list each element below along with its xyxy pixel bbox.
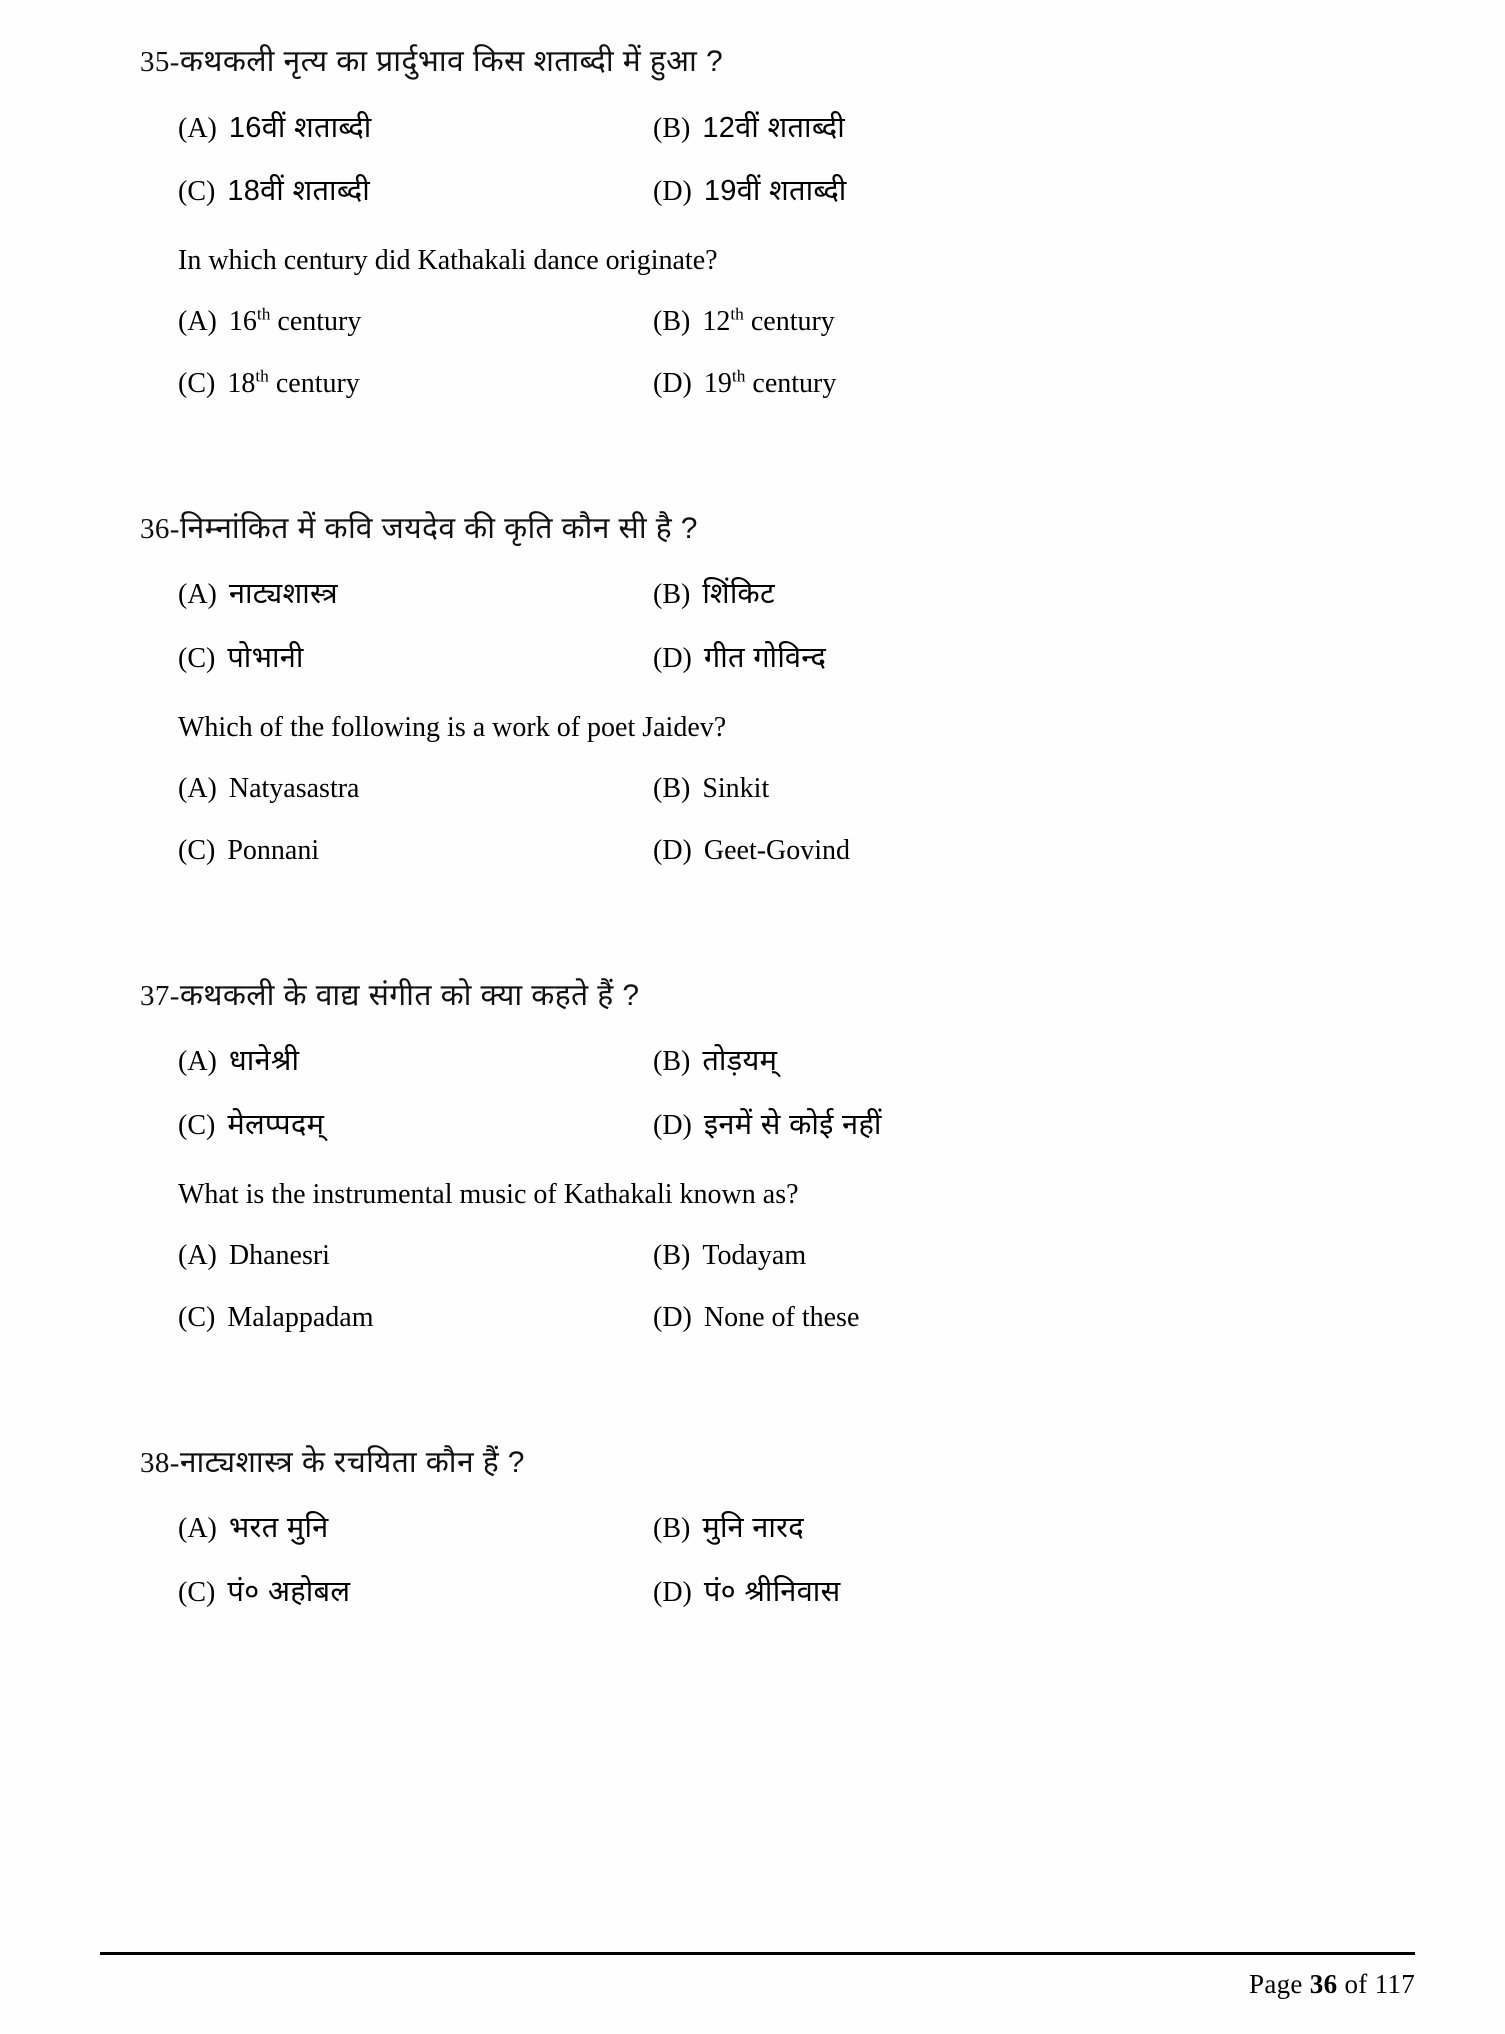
option-label: शिंकिट [702,578,775,611]
option-key: (C) [178,1109,216,1141]
footer-total-pages: 117 [1374,1969,1415,1999]
ordinal-suffix: th [256,304,271,324]
option-label: 16th century [228,304,362,338]
option-key: (C) [178,368,216,400]
question-36-stem-text-hindi: निम्नांकित में कवि जयदेव की कृति कौन सी है ? [179,511,698,545]
option-37-hi-d[interactable] [653,1107,1123,1145]
option-37-en-a[interactable] [178,1238,653,1274]
section-spacer [140,1383,1365,1441]
option-key: (D) [653,643,692,675]
option-label: 12th century [702,304,835,338]
option-35-en-b[interactable] [653,304,1123,340]
option-key: (B) [653,1513,691,1545]
option-key: (D) [653,1109,692,1141]
question-38-number: 38- [140,1446,180,1479]
option-label: Ponnani [227,835,320,867]
question-36-options-english [178,771,1365,870]
option-row [178,1043,1365,1081]
ordinal-suffix: th [255,367,269,387]
option-row [178,833,1365,869]
option-37-en-d[interactable] [653,1300,1123,1336]
option-label: 12वीं शताब्दी [702,111,846,144]
option-38-hi-d[interactable] [653,1574,1123,1612]
option-label: इनमें से कोई नहीं [703,1108,882,1141]
question-35-number: 35- [140,46,180,78]
question-35-stem-text-hindi: कथकली नृत्य का प्रार्दुभाव किस शताब्दी में हुआ ? [179,45,724,78]
option-key: (A) [178,306,217,338]
option-label: 19वीं शताब्दी [703,175,847,208]
option-label: 16वीं शताब्दी [228,111,372,144]
question-35-stem-hindi [140,40,1365,84]
option-key: (B) [653,579,691,611]
option-key: (D) [653,835,692,867]
option-36-en-a[interactable] [178,771,653,807]
option-label: गीत गोविन्द [703,642,827,675]
question-38-stem-text-hindi: नाट्यशास्त्र के रचयिता कौन हैं ? [179,1445,525,1479]
option-key: (B) [653,1239,691,1271]
option-label: मेलप्पदम् [227,1108,325,1141]
option-label: Malappadam [227,1302,374,1334]
question-35-stem-english: In which century did Kathakali dance originate? [178,244,718,276]
option-label: Geet-Govind [703,835,851,867]
page-indicator [100,1969,1415,2000]
option-key: (C) [178,643,216,675]
option-36-hi-d[interactable] [653,640,1123,678]
option-row [178,1574,1365,1612]
question-36-number: 36- [140,512,180,545]
option-key: (B) [653,772,691,804]
option-key: (B) [653,306,691,338]
question-37-number: 37- [140,979,180,1012]
option-row [178,173,1365,211]
option-key: (C) [178,176,216,208]
option-row [178,1238,1365,1274]
option-label: तोड़यम् [702,1045,778,1078]
question-block-35 [140,40,1365,403]
option-36-en-d[interactable] [653,833,1123,869]
option-key: (B) [653,112,691,144]
option-key: (C) [178,835,216,867]
option-label: पं० श्रीनिवास [703,1575,841,1608]
section-spacer [140,916,1365,974]
option-label: Sinkit [702,772,770,804]
option-35-en-a[interactable] [178,304,653,340]
option-label: धानेश्री [228,1045,300,1078]
option-label: 18वीं शताब्दी [227,175,371,208]
questions-container [140,40,1365,1657]
question-36-stem-hindi [140,507,1365,551]
option-label: भरत मुनि [228,1512,329,1545]
option-row [178,110,1365,148]
option-37-en-c[interactable] [178,1300,653,1336]
option-key: (A) [178,772,217,804]
option-36-hi-a[interactable] [178,576,653,614]
option-key: (A) [178,112,217,144]
page-footer [100,1952,1415,2000]
option-key: (D) [653,368,692,400]
option-key: (A) [178,579,217,611]
section-spacer [140,449,1365,507]
option-35-hi-c[interactable] [178,173,653,211]
option-label: Dhanesri [228,1239,330,1271]
option-35-hi-a[interactable] [178,110,653,148]
option-36-en-c[interactable] [178,833,653,869]
option-label: पं० अहोबल [227,1575,351,1608]
option-label: मुनि नारद [702,1512,804,1545]
question-37-stem-hindi [140,974,1365,1018]
option-label: 18th century [227,367,360,400]
option-row [178,1300,1365,1336]
footer-current-page: 36 [1309,1969,1338,1999]
option-36-hi-c[interactable] [178,640,653,678]
option-38-hi-b[interactable] [653,1510,1123,1548]
option-35-en-c[interactable] [178,366,653,402]
option-key: (A) [178,1046,217,1078]
option-38-hi-a[interactable] [178,1510,653,1548]
option-37-hi-b[interactable] [653,1043,1123,1081]
question-35-options-english [178,304,1365,403]
option-key: (D) [653,1302,692,1334]
ordinal-suffix: th [730,304,744,324]
question-38-stem-hindi [140,1441,1365,1485]
option-row [178,1107,1365,1145]
option-row [178,576,1365,614]
option-row [178,304,1365,340]
option-36-en-b[interactable] [653,771,1123,807]
option-label: नाट्यशास्त्र [228,578,338,611]
question-35-options-hindi [178,110,1365,211]
option-label: 19th century [703,367,837,400]
option-35-en-d[interactable] [653,366,1123,402]
option-key: (B) [653,1046,691,1078]
question-38-options-hindi [178,1510,1365,1611]
option-35-hi-d[interactable] [653,173,1123,211]
ordinal-suffix: th [731,367,746,387]
option-row [178,1510,1365,1548]
question-block-38 [140,1441,1365,1612]
option-key: (A) [178,1239,217,1271]
option-label: Natyasastra [228,772,360,804]
question-37-options-hindi [178,1043,1365,1144]
option-row [178,771,1365,807]
option-row [178,640,1365,678]
option-35-hi-b[interactable] [653,110,1123,148]
option-label: पोभानी [227,642,304,675]
question-block-36 [140,507,1365,870]
footer-prefix-label: Page [1249,1969,1303,1999]
option-label: None of these [703,1302,860,1334]
question-36-stem-english: Which of the following is a work of poet Jaidev? [178,711,727,743]
question-37-stem-english: What is the instrumental music of Kathakali known as? [178,1178,799,1210]
footer-of-label: of [1344,1969,1368,1999]
option-37-en-b[interactable] [653,1238,1123,1274]
option-key: (C) [178,1576,216,1608]
option-37-hi-a[interactable] [178,1043,653,1081]
option-label: Todayam [702,1239,807,1271]
footer-divider [100,1952,1415,1955]
option-key: (C) [178,1302,216,1334]
option-row [178,366,1365,402]
question-36-options-hindi [178,576,1365,677]
option-36-hi-b[interactable] [653,576,1123,614]
question-block-37 [140,974,1365,1337]
option-key: (D) [653,176,692,208]
option-37-hi-c[interactable] [178,1107,653,1145]
question-37-stem-text-hindi: कथकली के वाद्य संगीत को क्या कहते हैं ? [179,978,640,1012]
option-key: (D) [653,1576,692,1608]
question-37-options-english [178,1238,1365,1337]
option-38-hi-c[interactable] [178,1574,653,1612]
option-key: (A) [178,1513,217,1545]
